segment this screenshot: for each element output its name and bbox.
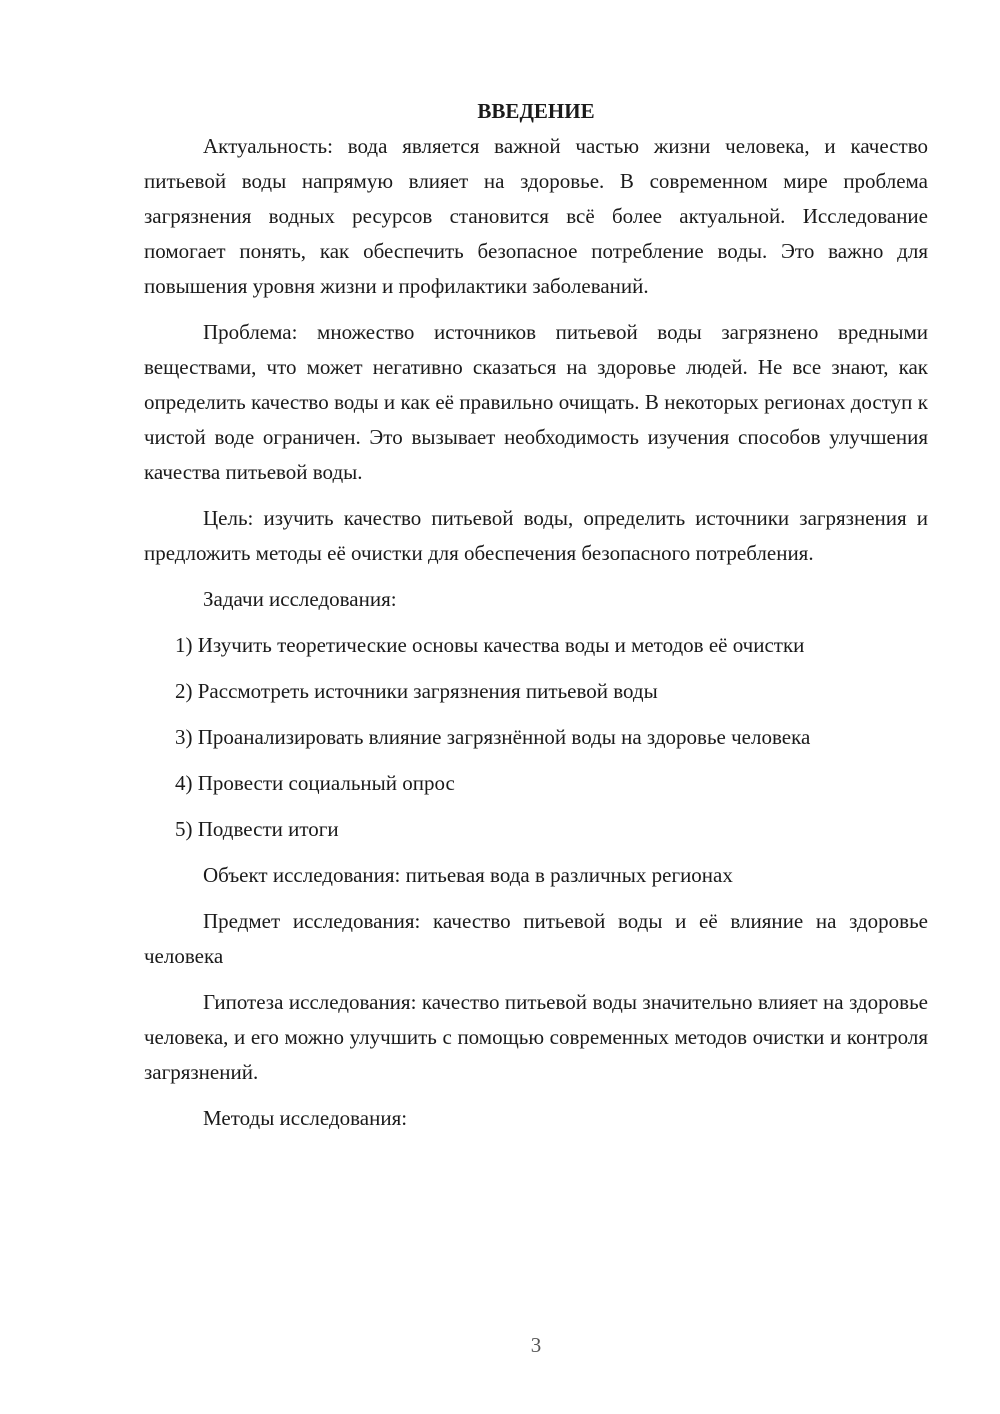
task-item-1: 1) Изучить теоретические основы качества воды и методов её очистки bbox=[175, 633, 805, 657]
section-title: ВВЕДЕНИЕ bbox=[477, 99, 595, 123]
paragraph-goal: Цель: изучить качество питьевой воды, определить источники загрязнения и предложить методы её очистки для обеспечения безопасного потребления. bbox=[144, 506, 928, 565]
task-item-4: 4) Провести социальный опрос bbox=[175, 771, 455, 795]
document-page bbox=[144, 94, 928, 1136]
paragraph-problem: Проблема: множество источников питьевой воды загрязнено вредными веществами, что может негативно сказаться на здоровье людей. Не все знают, как определить качество воды и как её правильно очищать. В некоторых регионах доступ к чистой воде ограничен. Это вызывает необходимость изучения способов улучшения качества питьевой воды. bbox=[144, 320, 928, 484]
paragraph-hypothesis: Гипотеза исследования: качество питьевой воды значительно влияет на здоровье человека, и его можно улучшить с помощью современных методов очистки и контроля загрязнений. bbox=[144, 990, 928, 1084]
paragraph-object: Объект исследования: питьевая вода в различных регионах bbox=[203, 863, 733, 887]
paragraph-relevance: Актуальность: вода является важной частью жизни человека, и качество питьевой воды напрямую влияет на здоровье. В современном мире проблема загрязнения водных ресурсов становится всё более актуальной. Исследование помогает понять, как обеспечить безопасное потребление воды. Это важно для повышения уровня жизни и профилактики заболеваний. bbox=[144, 134, 928, 298]
task-item-3: 3) Проанализировать влияние загрязнённой воды на здоровье человека bbox=[175, 725, 811, 749]
task-item-2: 2) Рассмотреть источники загрязнения питьевой воды bbox=[175, 679, 658, 703]
methods-heading: Методы исследования: bbox=[203, 1106, 408, 1130]
page-number: 3 bbox=[530, 1333, 542, 1357]
tasks-heading: Задачи исследования: bbox=[203, 587, 397, 611]
paragraph-subject: Предмет исследования: качество питьевой воды и её влияние на здоровье человека bbox=[144, 909, 928, 968]
task-item-5: 5) Подвести итоги bbox=[175, 817, 339, 841]
